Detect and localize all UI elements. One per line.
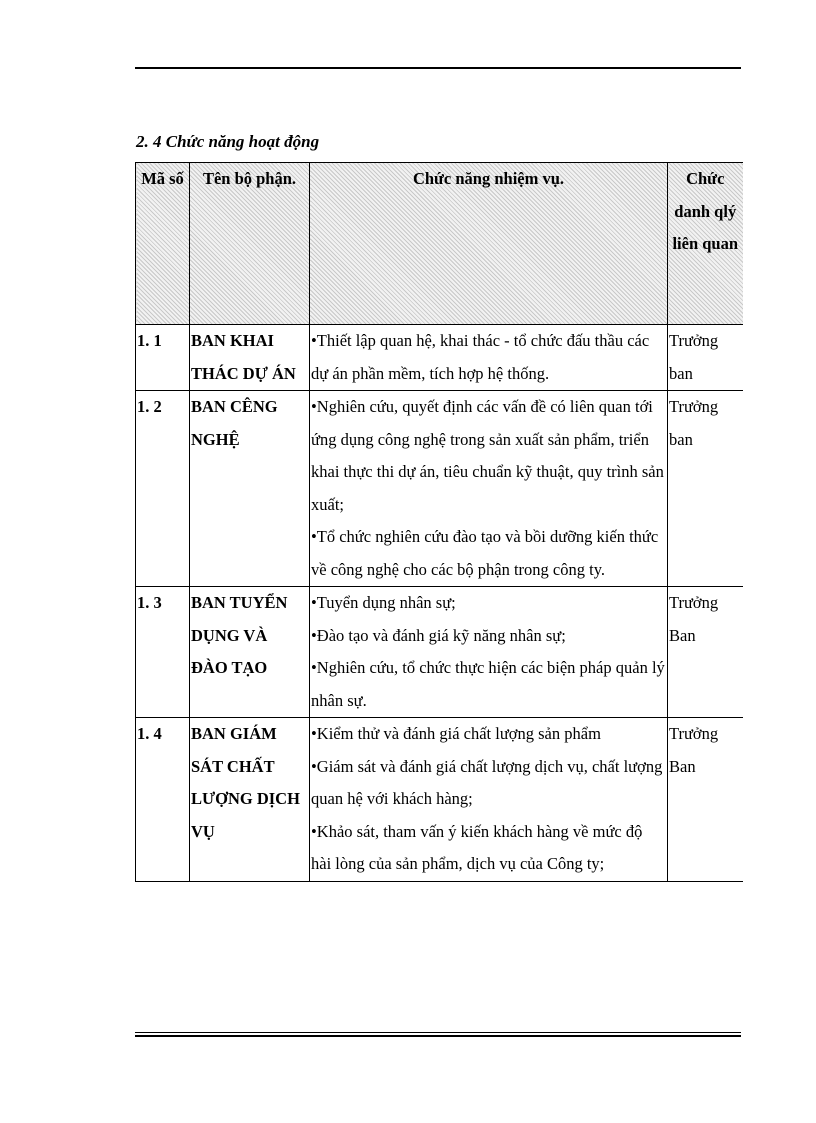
row-department: BAN GIÁM SÁT CHẤT LƯỢNG DỊCH VỤ <box>190 718 310 882</box>
row-code: 1. 1 <box>136 325 190 391</box>
header-code: Mã số <box>136 163 190 325</box>
header-department: Tên bộ phận. <box>190 163 310 325</box>
duty-item: • Khảo sát, tham vấn ý kiến khách hàng về mức độ hài lòng của sản phẩm, dịch vụ của Công ty; <box>311 816 666 881</box>
row-title: Trưởng ban <box>668 391 743 587</box>
duty-item: • Kiểm thử và đánh giá chất lượng sản phẩm <box>311 718 666 751</box>
row-department: BAN TUYỂN DỤNG VÀ ĐÀO TẠO <box>190 587 310 718</box>
row-title: Trưởng ban <box>668 325 743 391</box>
row-title: Trưởng Ban <box>668 718 743 882</box>
row-code: 1. 3 <box>136 587 190 718</box>
row-department: BAN CÊNG NGHỆ <box>190 391 310 587</box>
section-heading: 2. 4 Chức năng hoạt động <box>136 132 320 151</box>
duty-item: • Thiết lập quan hệ, khai thác - tổ chức đấu thầu các dự án phần mềm, tích hợp hệ thống. <box>311 325 666 390</box>
table-row <box>136 587 743 718</box>
duty-item: • Nghiên cứu, tổ chức thực hiện các biện pháp quản lý nhân sự. <box>311 652 666 717</box>
duty-item: • Nghiên cứu, quyết định các vấn đề có liên quan tới ứng dụng công nghệ trong sản xuất sản phẩm, triển khai thực thi dự án, tiêu chuẩn kỹ thuật, quy trình sản xuất; <box>311 391 666 521</box>
footer-rule <box>135 1035 741 1037</box>
table-row <box>136 391 743 587</box>
header-function: Chức năng nhiệm vụ. <box>310 163 668 325</box>
table-row <box>136 325 743 391</box>
header-title: Chức danh qlý liên quan <box>668 163 743 325</box>
duty-item: • Tổ chức nghiên cứu đào tạo và bồi dưỡng kiến thức về công nghệ cho các bộ phận trong công ty. <box>311 521 666 586</box>
footer-rule <box>135 1032 741 1033</box>
row-duties <box>310 718 668 882</box>
duty-item: • Giám sát và đánh giá chất lượng dịch vụ, chất lượng quan hệ với khách hàng; <box>311 751 666 816</box>
duty-item: • Tuyển dụng nhân sự; <box>311 587 666 620</box>
duty-item: • Đào tạo và đánh giá kỹ năng nhân sự; <box>311 620 666 653</box>
row-duties <box>310 325 668 391</box>
table-header-row <box>136 163 743 325</box>
row-code: 1. 2 <box>136 391 190 587</box>
header-rule <box>135 67 741 69</box>
table-row <box>136 718 743 882</box>
row-department: BAN KHAI THÁC DỰ ÁN <box>190 325 310 391</box>
row-duties <box>310 391 668 587</box>
function-table <box>135 162 743 882</box>
row-title: Trưởng Ban <box>668 587 743 718</box>
row-code: 1. 4 <box>136 718 190 882</box>
row-duties <box>310 587 668 718</box>
